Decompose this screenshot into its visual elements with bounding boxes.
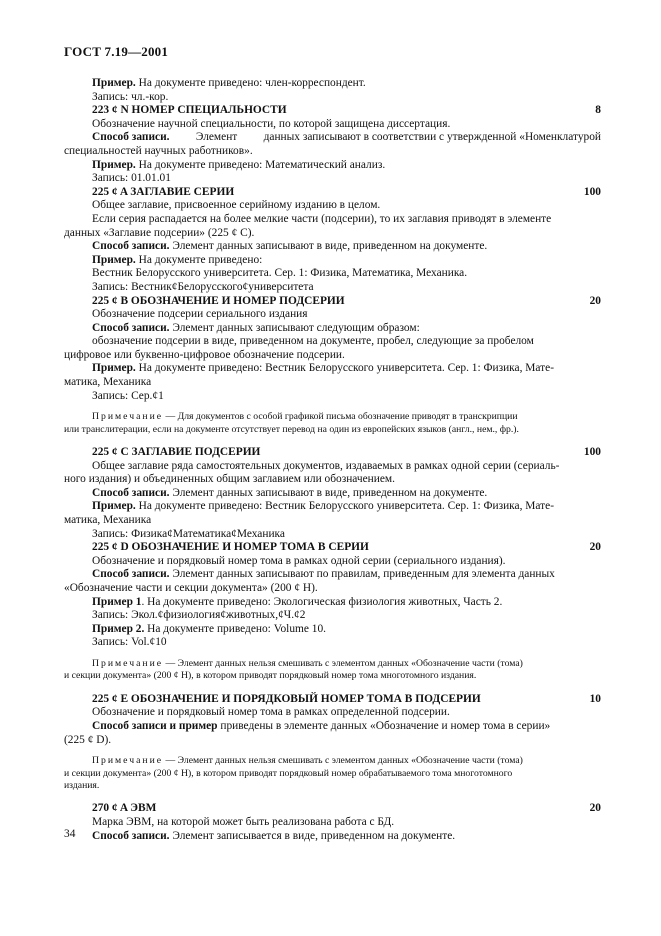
text-line	[64, 240, 601, 254]
text-line: Вестник Белорусского университета. Сер. 1: Физика, Математика, Механика.	[92, 267, 468, 280]
heading-title: 225 ¢ D ОБОЗНАЧЕНИЕ И НОМЕР ТОМА В СЕРИИ	[92, 541, 369, 554]
text-span: . На документе приведено: Экологическая физиология животных, Часть 2.	[141, 595, 503, 608]
note-line: и секции документа» (200 ¢ H), в котором приводят порядковый номер тома многотомного издания.	[64, 670, 477, 682]
text-line: Марка ЭВМ, на которой может быть реализована работа с БД.	[92, 815, 395, 828]
text-line	[64, 77, 601, 91]
text-line: Общее заглавие, присвоенное серийному изданию в целом.	[92, 199, 381, 212]
heading-length: 100	[583, 446, 601, 459]
text-line	[64, 596, 601, 610]
text-line	[64, 623, 601, 637]
text-line: ного издания) и объединенных общим заглавием или обозначением.	[64, 473, 395, 486]
text-line: Запись: Vol.¢10	[92, 636, 167, 649]
note-line: или транслитерации, если на документе отсутствует перевод на один из европейских языков (англ., нем., фр.).	[64, 423, 519, 435]
text-line: Запись: Экол.¢физиология¢животных,¢Ч.¢2	[92, 609, 306, 622]
note-line	[64, 411, 601, 423]
text-span: На документе приведено:	[135, 253, 263, 266]
note-line: издания.	[64, 779, 100, 791]
bold-label: Способ записи.	[92, 568, 170, 581]
text-line: данных «Заглавие подсерии» (225 ¢ C).	[64, 226, 255, 239]
heading-length: 20	[589, 541, 601, 554]
text-line: Запись: Физика¢Математика¢Механика	[92, 527, 285, 540]
note-block	[64, 658, 601, 683]
bold-label: Пример.	[92, 362, 136, 375]
heading-length: 20	[589, 294, 601, 307]
text-span: На документе приведено: Volume 10.	[144, 622, 327, 635]
text-line: Обозначение и порядковый номер тома в рамках определенной подсерии.	[92, 706, 450, 719]
heading-length: 20	[589, 802, 601, 815]
heading-title: 225 ¢ E ОБОЗНАЧЕНИЕ И ПОРЯДКОВЫЙ НОМЕР ТОМА В ПОДСЕРИИ	[92, 692, 481, 705]
text-line: Обозначение и порядковый номер тома в рамках одной серии (сериального издания).	[92, 554, 506, 567]
text-span: На документе приведено: член-корреспондент.	[135, 77, 366, 89]
note-label: Примечание	[92, 755, 164, 767]
section-heading-225-c	[64, 446, 601, 460]
heading-title: 270 ¢ A ЭВМ	[92, 802, 157, 815]
text-line: Обозначение подсерии сериального издания	[92, 308, 308, 321]
heading-title: 225 ¢ C ЗАГЛАВИЕ ПОДСЕРИИ	[92, 446, 261, 459]
text-line	[64, 487, 601, 501]
note-line	[64, 658, 601, 670]
bold-label: Пример.	[92, 77, 136, 89]
note-line	[64, 755, 601, 767]
heading-length: 8	[595, 104, 601, 117]
heading-length: 100	[583, 185, 601, 198]
text-span: — Для документов с особой графикой письма обозначение приводят в транскрипции	[163, 411, 518, 423]
text-span: — Элемент данных нельзя смешивать с элементом данных «Обозначение части (тома)	[163, 657, 523, 669]
bold-label: Способ записи.	[92, 486, 170, 499]
text-line	[64, 568, 601, 582]
note-block	[64, 755, 601, 792]
note-label: Примечание	[92, 411, 164, 423]
bold-label: Пример.	[92, 253, 136, 266]
bold-label: Способ записи и пример	[92, 719, 218, 732]
note-line: и секции документа» (200 ¢ H), в котором приводят порядковый номер обрабатываемого тома многотомного	[64, 767, 513, 779]
page-header: ГОСТ 7.19—2001	[64, 44, 169, 59]
text-line	[64, 362, 601, 376]
text-span: Элемент данных записывают в виде, приведенном на документе.	[169, 240, 488, 253]
text-line: Запись: чл.-кор.	[92, 90, 169, 103]
text-line	[64, 720, 601, 734]
text-line: специальностей научных работников».	[64, 144, 253, 157]
document-body	[64, 77, 601, 843]
text-line	[64, 131, 601, 145]
bold-label: Пример.	[92, 158, 136, 171]
text-line: Обозначение научной специальности, по которой защищена диссертация.	[92, 117, 451, 130]
bold-label: Пример 2.	[92, 622, 145, 635]
text-line: Запись: Вестник¢Белорусского¢университета	[92, 280, 314, 293]
text-line: Запись: 01.01.01	[92, 172, 171, 185]
section-heading-223-n	[64, 104, 601, 118]
text-span: На документе приведено: Вестник Белорусского университета. Сер. 1: Физика, Мате-	[135, 362, 555, 375]
bold-label: Пример.	[92, 500, 136, 513]
section-heading-225-e	[64, 693, 601, 707]
text-line: Если серия распадается на более мелкие части (подсерии), то их заглавия приводят в элементе	[92, 212, 552, 225]
heading-title: 223 ¢ N НОМЕР СПЕЦИАЛЬНОСТИ	[92, 104, 287, 117]
section-heading-225-d	[64, 541, 601, 555]
text-line: «Обозначение части и секции документа» (200 ¢ H).	[64, 582, 318, 594]
text-line: матика, Механика	[64, 514, 152, 527]
text-span: Элемент данных записывают следующим образом:	[169, 321, 420, 334]
section-heading-225-b	[64, 295, 601, 309]
section-heading-270-a	[64, 802, 601, 816]
text-span: Элемент записывается в виде, приведенном на документе.	[169, 829, 456, 842]
text-line: матика, Механика	[64, 376, 152, 389]
text-line	[64, 830, 601, 844]
text-line	[64, 254, 601, 268]
heading-length: 10	[589, 692, 601, 705]
text-line	[64, 322, 601, 336]
text-line: (225 ¢ D).	[64, 733, 112, 746]
text-line: Общее заглавие ряда самостоятельных документов, издаваемых в рамках одной серии (сериаль-	[92, 459, 560, 472]
note-block	[64, 411, 601, 436]
text-span: Элемент данных записывают по правилам, приведенным для элемента данных	[169, 568, 555, 581]
text-line	[64, 159, 601, 173]
heading-title: 225 ¢ A ЗАГЛАВИЕ СЕРИИ	[92, 185, 235, 198]
text-line: Запись: Сер.¢1	[92, 389, 164, 402]
heading-title: 225 ¢ B ОБОЗНАЧЕНИЕ И НОМЕР ПОДСЕРИИ	[92, 294, 345, 307]
note-label: Примечание	[92, 657, 164, 669]
text-span: — Элемент данных нельзя смешивать с элементом данных «Обозначение части (тома)	[163, 755, 523, 767]
text-line: цифровое или буквенно-цифровое обозначение подсерии.	[64, 348, 345, 361]
bold-label: Способ записи.	[92, 829, 170, 842]
bold-label: Способ записи.	[92, 321, 170, 334]
text-span: На документе приведено: Математический анализ.	[135, 158, 386, 171]
text-span: Элемент	[195, 131, 238, 144]
text-span: На документе приведено: Вестник Белорусского университета. Сер. 1: Физика, Мате-	[135, 500, 555, 513]
text-line: обозначение подсерии в виде, приведенном на документе, пробел, следующие за пробелом	[92, 335, 534, 348]
page-number: 34	[64, 828, 76, 840]
text-span: приведены в элементе данных «Обозначение и номер тома в серии»	[217, 719, 551, 732]
section-heading-225-a	[64, 186, 601, 200]
bold-label: Способ записи.	[92, 240, 170, 253]
text-line	[64, 500, 601, 514]
text-span: Элемент данных записывают в виде, приведенном на документе.	[169, 486, 488, 499]
bold-label: Способ записи.	[92, 131, 170, 144]
text-span: данных записывают в соответствии с утвержденной «Номенклатурой	[263, 131, 601, 144]
bold-label: Пример 1	[92, 595, 142, 608]
